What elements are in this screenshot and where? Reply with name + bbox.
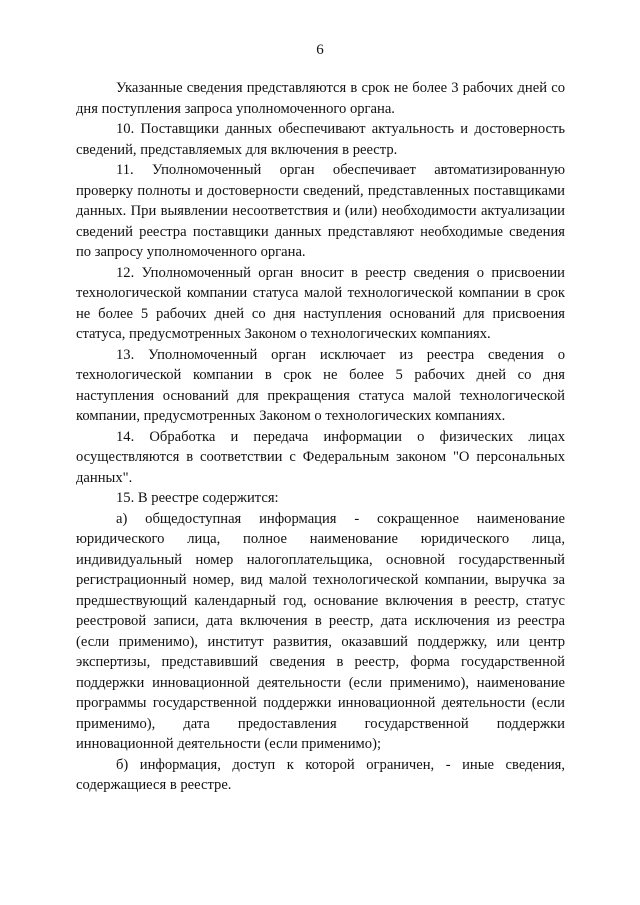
paragraph-10: 10. Поставщики данных обеспечивают актуальность и достоверность сведений, представляемых для включения в реестр. (76, 121, 565, 158)
paragraph-15: 15. В реестре содержится: (116, 490, 279, 506)
paragraph-15-a: а) общедоступная информация - сокращенное наименование юридического лица, полное наименование юридического лица, индивидуальный номер налогоплательщика, основной государственный регистрационный номер, вид малой технологической компании, выручка за предшествующий календарный год, основание включения в реестр, статус реестровой записи, дата включения в реестр, дата исключения из реестра (если применимо), институт развития, оказавший поддержку, или центр экспертизы, представивший сведения в реестр, форма государственной поддержки инновационной деятельности (если применимо), наименование программы государственной поддержки инновационной деятельности (если применимо), дата предоставления государственной поддержки инновационной деятельности (если применимо); (76, 510, 565, 752)
paragraph-14: 14. Обработка и передача информации о физических лицах осуществляются в соответствии с Федеральным законом "О персональных данных". (76, 428, 565, 486)
paragraph-15-b: б) информация, доступ к которой ограничен, - иные сведения, содержащиеся в реестре. (76, 756, 565, 793)
page-number: 6 (316, 42, 324, 58)
paragraph-13: 13. Уполномоченный орган исключает из реестра сведения о технологической компании в срок не более 5 рабочих дней со дня наступления оснований для прекращения статуса малой технологической компании, предусмотренных Законом о технологических компаниях. (76, 346, 565, 424)
document-body (76, 78, 565, 796)
paragraph-12: 12. Уполномоченный орган вносит в реестр сведения о присвоении технологической компании статуса малой технологической компании в срок не более 5 рабочих дней со дня наступления оснований для присвоения статуса, предусмотренных Законом о технологических компаниях. (76, 264, 565, 342)
paragraph-supply-deadline: Указанные сведения представляются в срок не более 3 рабочих дней со дня поступления запроса уполномоченного органа. (76, 80, 565, 117)
paragraph-11: 11. Уполномоченный орган обеспечивает автоматизированную проверку полноты и достоверности сведений, представленных поставщиками данных. При выявлении несоответствия и (или) необходимости актуализации сведений реестра поставщики данных представляют необходимые сведения по запросу уполномоченного органа. (76, 162, 565, 260)
